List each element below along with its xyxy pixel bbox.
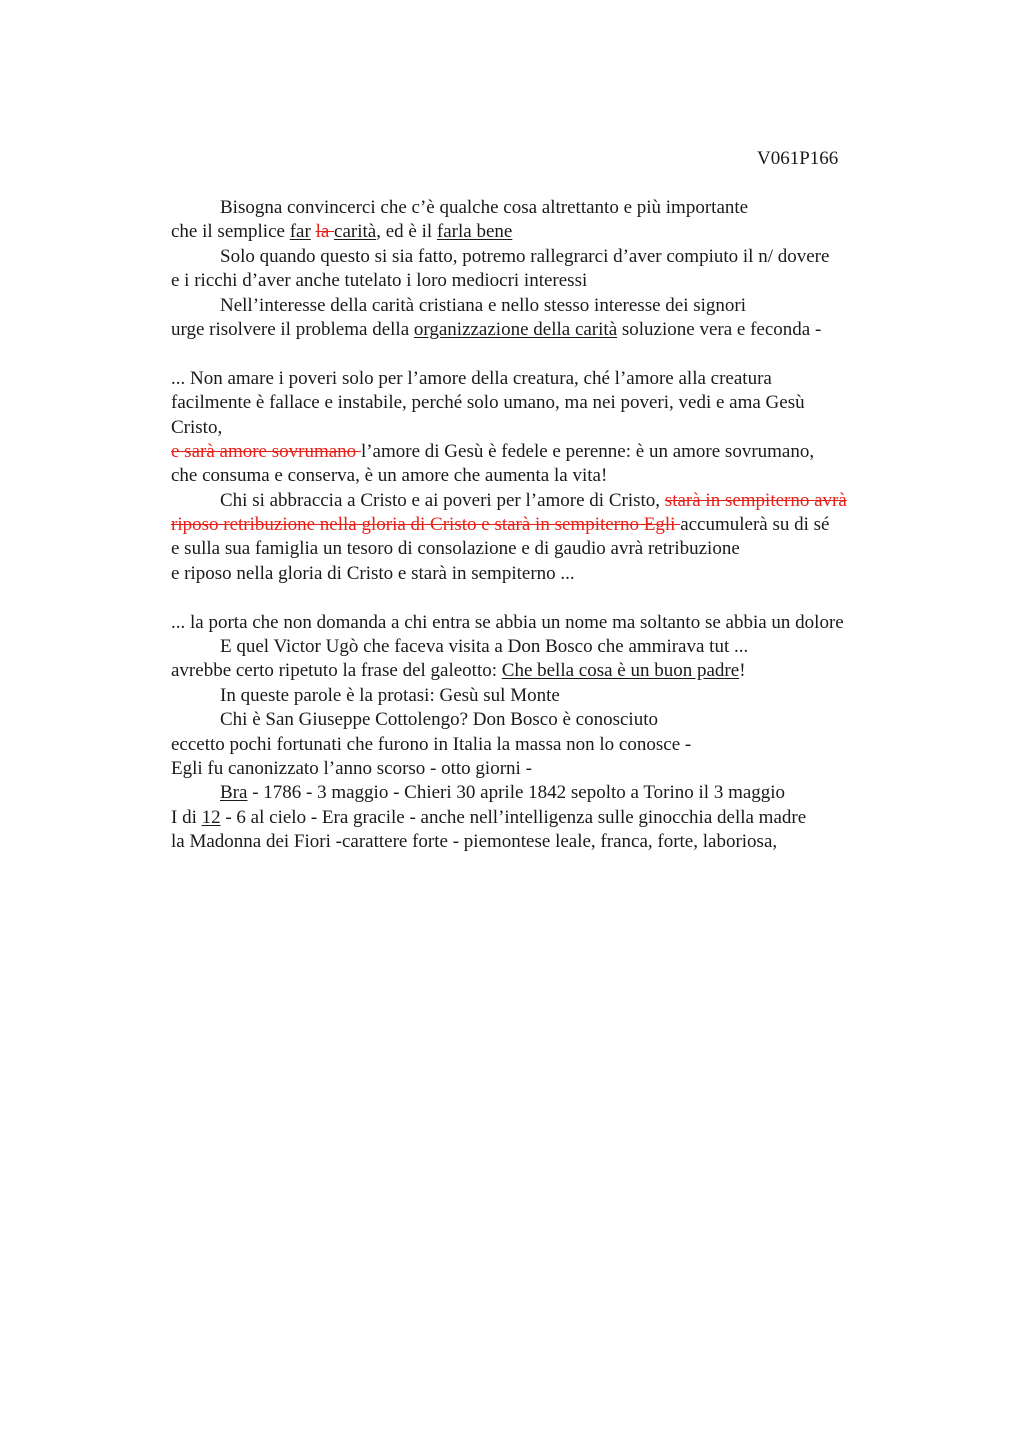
text-line [171,562,931,586]
text-line [171,806,931,830]
text-segment: Chi si abbraccia a Cristo e ai poveri per l’amore di Cristo, [220,489,665,511]
text-segment: eccetto pochi fortunati che furono in Italia la massa non lo conosce - [171,733,692,755]
underlined-text: 12 [201,806,221,828]
text-line [171,416,931,440]
underlined-text: organizzazione della carità [413,318,618,340]
text-segment: , ed è il [376,221,437,243]
text-segment: la Madonna dei Fiori -carattere forte - piemontese leale, franca, forte, laboriosa, [171,831,778,853]
text-line [171,659,931,683]
text-segment: che il semplice [171,221,290,243]
text-line [171,757,931,781]
text-line [171,489,931,513]
text-segment: Chi è San Giuseppe Cottolengo? Don Bosco è conosciuto [220,709,658,731]
text-line [171,611,931,635]
underlined-text: carità [334,221,377,243]
text-line [171,440,931,464]
text-segment: e i ricchi d’aver anche tutelato i loro mediocri interessi [171,270,588,292]
struck-text: riposo retribuzione nella gloria di Cristo e starà in sempiterno Egli [171,514,681,536]
text-segment: che consuma e conserva, è un amore che aumenta la vita! [171,465,608,487]
text-segment: Nell’interesse della carità cristiana e nello stesso interesse dei signori [220,294,747,316]
text-line [171,367,931,391]
text-segment: - 1786 - 3 maggio - Chieri 30 aprile 1842 sepolto a Torino il 3 maggio [247,782,786,804]
text-line [171,537,931,561]
text-line [171,684,931,708]
underlined-text: far [289,221,311,243]
text-segment: soluzione vera e feconda - [617,318,822,340]
text-segment: Solo quando questo si sia fatto, potremo rallegrarci d’aver compiuto il n/ dovere [220,245,830,267]
text-segment: ... la porta che non domanda a chi entra se abbia un nome ma soltanto se abbia un dolore [171,611,844,633]
text-segment: urge risolvere il problema della [171,318,414,340]
page-reference: V061P166 [757,148,839,169]
text-line [171,464,931,488]
text-line [171,635,931,659]
text-line [171,318,931,342]
underlined-text: Che bella cosa è un buon padre [501,660,740,682]
text-segment: Bisogna convincerci che c’è qualche cosa altrettanto e più importante [220,197,749,218]
text-line [171,733,931,757]
text-segment: Cristo, [171,416,223,438]
struck-text: starà in sempiterno avrà [664,489,847,511]
manuscript-text [171,196,931,855]
text-segment: avrebbe certo ripetuto la frase del galeotto: [171,660,502,682]
text-line [171,513,931,537]
text-segment: l’amore di Gesù è fedele e perenne: è un amore sovrumano, [360,440,815,462]
text-line [171,196,931,220]
text-segment: Egli fu canonizzato l’anno scorso - otto giorni - [171,757,532,779]
text-segment: In queste parole è la protasi: Gesù sul Monte [220,684,560,706]
blank-line [171,342,931,366]
text-line [171,294,931,318]
text-segment: accumulerà su di sé [680,514,830,536]
text-segment: e riposo nella gloria di Cristo e starà in sempiterno ... [171,562,575,584]
blank-line [171,586,931,610]
text-segment: - 6 al cielo - Era gracile - anche nell’intelligenza sulle ginocchia della madre [220,806,807,828]
text-line [171,245,931,269]
text-segment: ... Non amare i poveri solo per l’amore della creatura, ché l’amore alla creatura [171,367,772,389]
text-segment: I di [171,806,202,828]
underlined-text: farla bene [436,221,513,243]
text-segment: e sulla sua famiglia un tesoro di consolazione e di gaudio avrà retribuzione [171,538,740,560]
text-line [171,391,931,415]
struck-text: la [315,221,335,243]
text-line [171,220,931,244]
text-line [171,830,931,854]
text-line [171,781,931,805]
text-line [171,269,931,293]
text-segment: E quel Victor Ugò che faceva visita a Don Bosco che ammirava tut ... [220,636,749,658]
text-segment: ! [739,660,746,682]
underlined-text: Bra [220,782,248,804]
struck-text: e sarà amore sovrumano [171,440,361,462]
text-segment: facilmente è fallace e instabile, perché solo umano, ma nei poveri, vedi e ama Gesù [171,392,805,414]
text-line [171,708,931,732]
